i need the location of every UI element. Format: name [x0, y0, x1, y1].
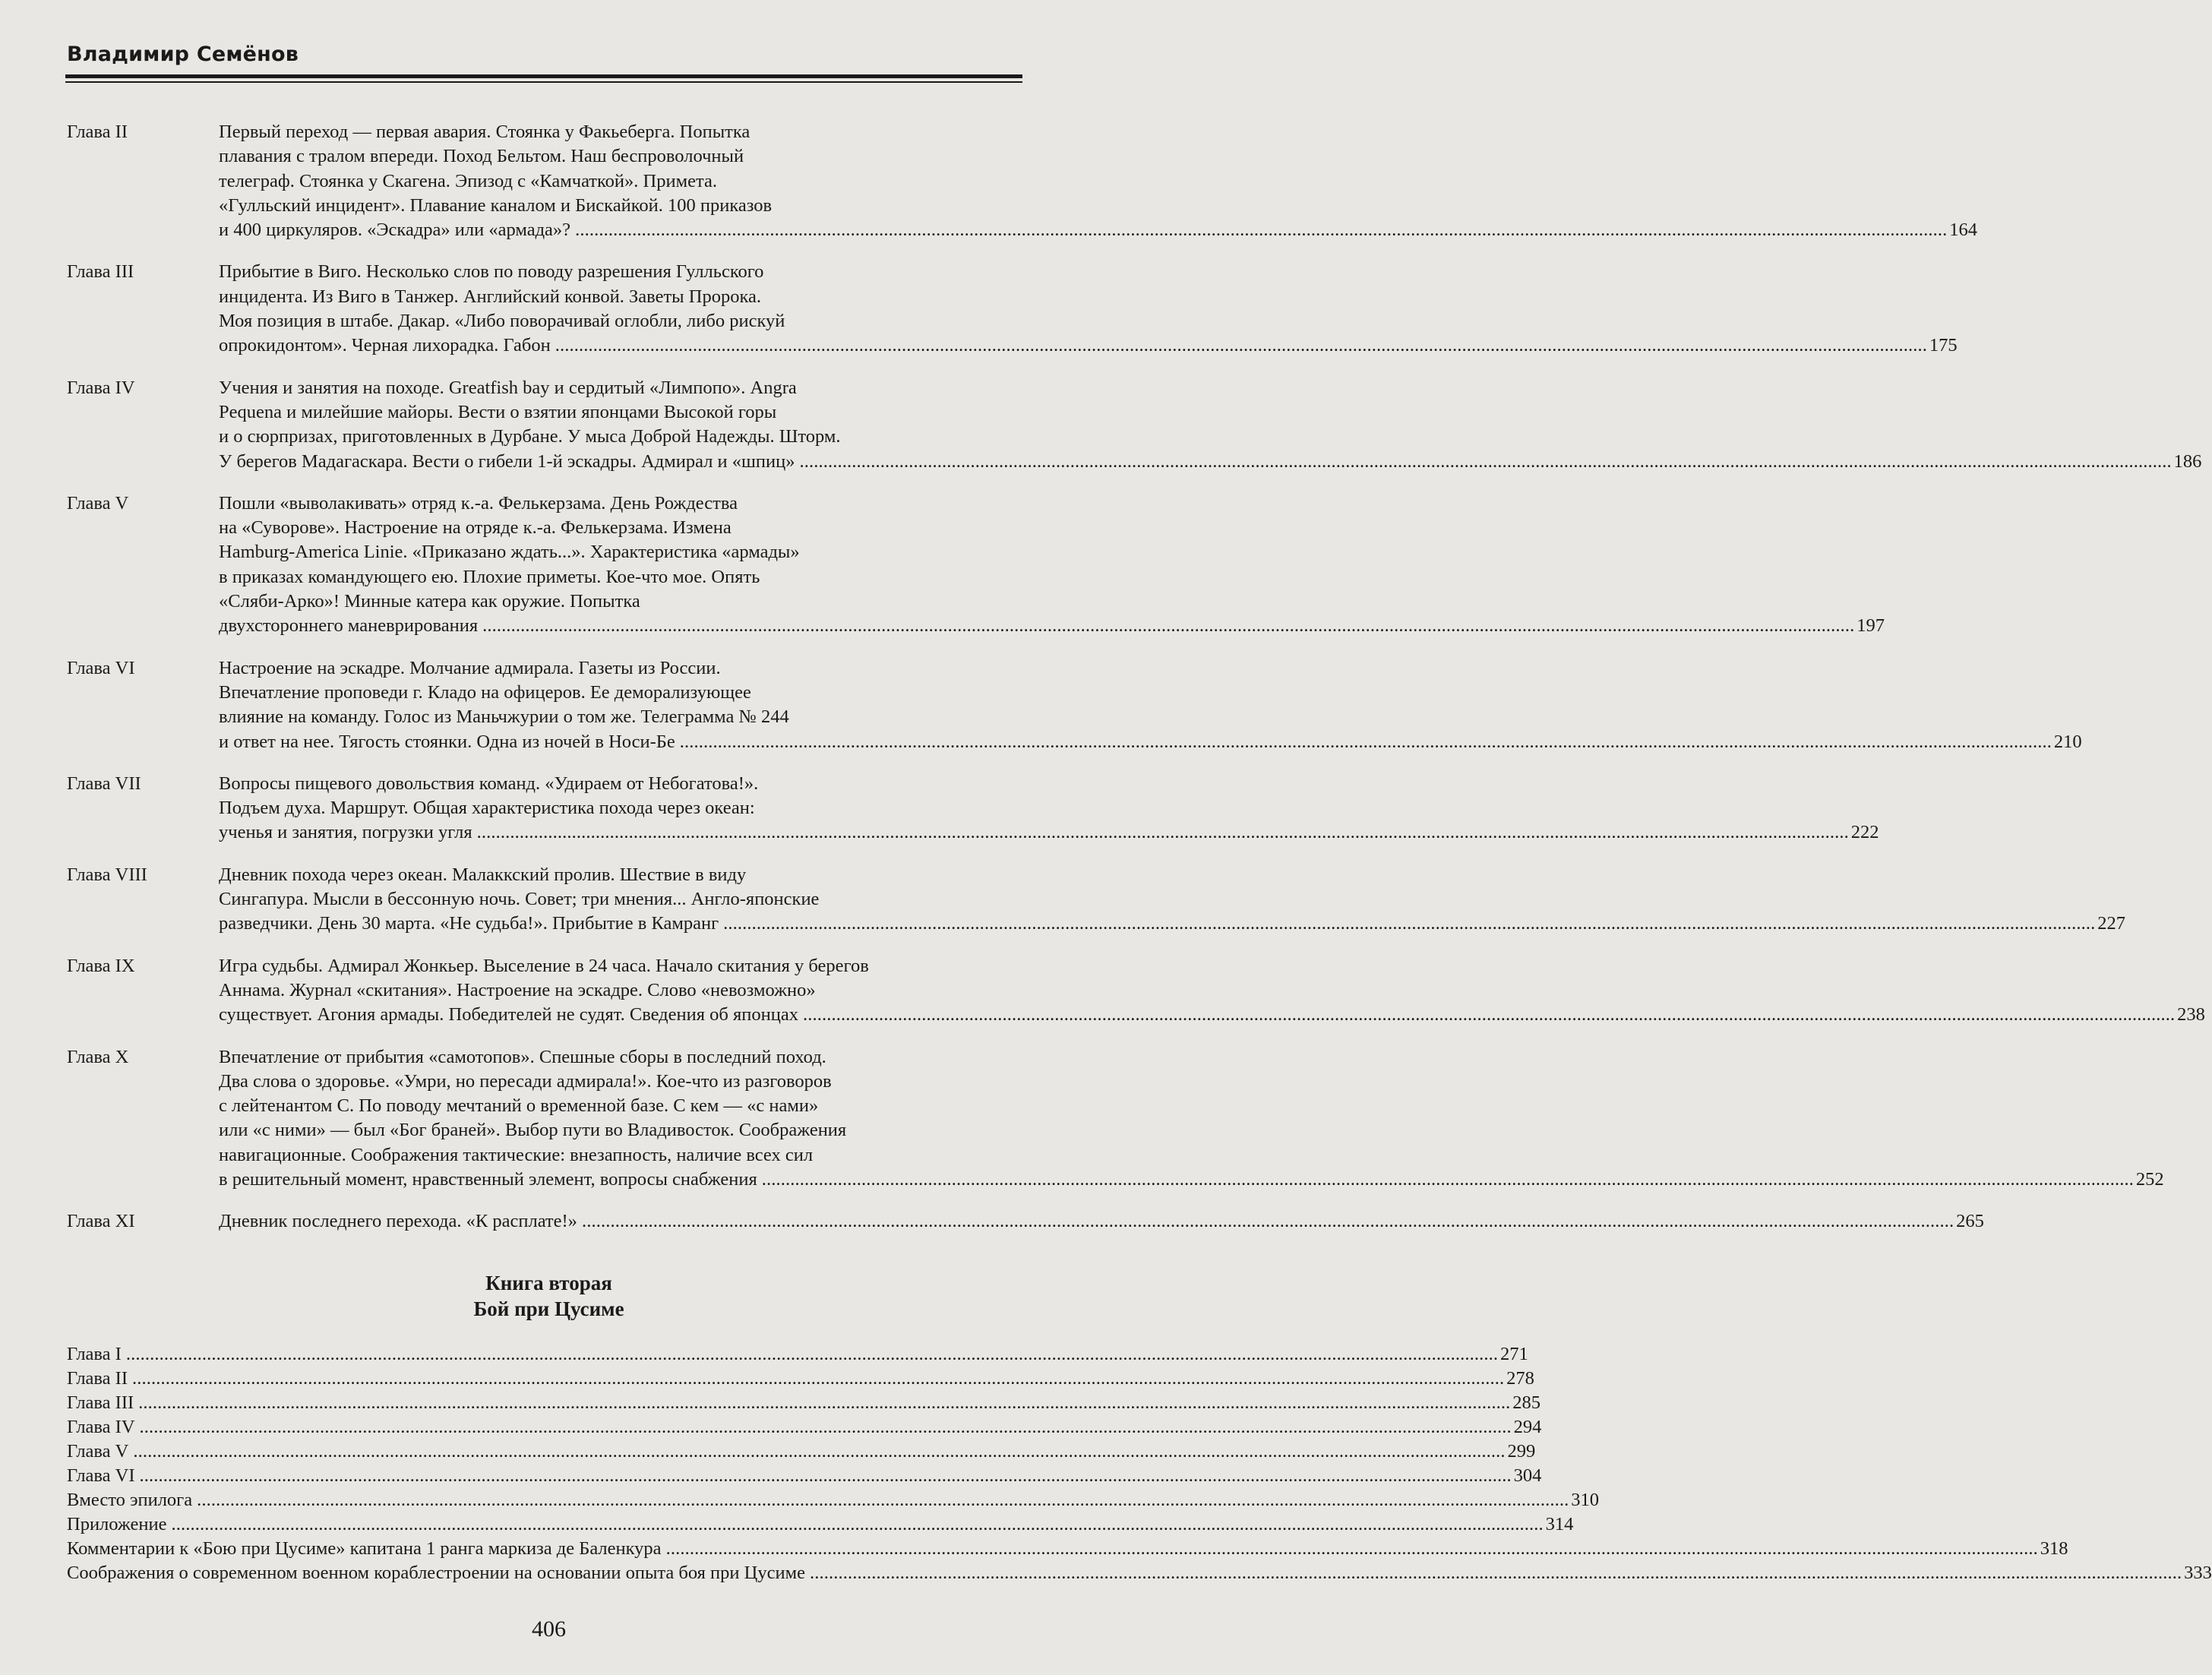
toc-entry — [67, 656, 2082, 754]
toc-entry — [67, 1045, 2164, 1193]
summary-line: влияние на команду. Голос из Маньчжурии о том же. Телеграмма № 244 — [219, 706, 789, 728]
toc-entry — [67, 1537, 2068, 1561]
chapter-summary — [219, 1045, 2164, 1193]
dot-leader — [666, 1537, 2036, 1561]
dot-leader — [172, 1512, 1541, 1537]
dot-leader — [582, 1209, 1951, 1234]
summary-line: Впечатление проповеди г. Кладо на офицеров. Ее деморализующее — [219, 681, 751, 703]
page-reference: 285 — [1512, 1392, 1541, 1413]
dot-leader — [140, 1464, 1509, 1488]
chapter-summary — [219, 376, 2201, 474]
table-of-contents-book-one — [67, 120, 2205, 1252]
toc-entry — [67, 1415, 1542, 1440]
summary-line: или «с ними» — был «Бог браней». Выбор пути во Владивосток. Соображения — [219, 1120, 847, 1141]
chapter-summary — [219, 656, 2082, 754]
chapter-label: Глава II — [67, 122, 128, 142]
summary-line: «Сляби-Арко»! Минные катера как оружие. Попытка — [219, 591, 640, 612]
summary-line: Учения и занятия на походе. Greatfish bay и сердитый «Лимпопо». Angra — [219, 377, 797, 398]
chapter-label: Глава III — [67, 261, 134, 283]
chapter-label: Глава VI — [67, 657, 135, 678]
summary-last-line — [219, 1209, 1984, 1234]
summary-line: Моя позиция в штабе. Дакар. «Либо поворачивай оглобли, либо рискуй — [219, 311, 785, 332]
summary-line: в приказах командующего ею. Плохие приметы. Кое-что мое. Опять — [219, 566, 760, 587]
page-reference: 294 — [1513, 1417, 1542, 1437]
dot-leader — [126, 1342, 1496, 1367]
page-reference: 238 — [2177, 1004, 2205, 1026]
page-number: 406 — [532, 1617, 566, 1642]
summary-last-line — [219, 912, 2125, 936]
dot-leader — [810, 1561, 2179, 1585]
page-reference: 210 — [2053, 731, 2082, 752]
chapter-label: Глава IV — [67, 377, 135, 398]
chapter-label: Глава IX — [67, 955, 135, 976]
summary-line: Hamburg-America Linie. «Приказано ждать...». Характеристика «армады» — [219, 542, 800, 563]
dot-leader — [800, 450, 2169, 474]
toc-entry — [67, 1488, 1599, 1512]
page-reference: 164 — [1949, 220, 1977, 241]
chapter-summary — [219, 772, 1879, 845]
chapter-label: Глава V — [67, 492, 129, 514]
chapter-label: Глава VII — [67, 773, 141, 794]
dot-leader — [762, 1168, 2131, 1192]
summary-line: ученья и занятия, погрузки угля — [219, 822, 472, 843]
summary-line: Игра судьбы. Адмирал Жонкьер. Выселение в 24 часа. Начало скитания у берегов — [219, 955, 869, 976]
summary-last-line — [219, 820, 1879, 845]
chapter-summary — [219, 954, 2205, 1028]
entry-label: Глава III — [67, 1392, 134, 1413]
summary-last-line — [219, 614, 1885, 638]
toc-entry — [67, 1440, 1536, 1464]
chapter-summary — [219, 120, 1977, 242]
summary-line: Впечатление от прибытия «самотопов». Спешные сборы в последний поход. — [219, 1046, 826, 1067]
dot-leader — [575, 218, 1945, 242]
summary-line: Аннама. Журнал «скитания». Настроение на эскадре. Слово «невозможно» — [219, 979, 816, 1000]
entry-label: Глава V — [67, 1441, 129, 1462]
summary-last-line — [219, 333, 1958, 358]
dot-leader — [680, 730, 2049, 754]
entry-label: Глава IV — [67, 1417, 135, 1437]
toc-entry — [67, 260, 1958, 358]
summary-last-line — [219, 730, 2082, 754]
page-reference: 278 — [1506, 1368, 1534, 1389]
summary-line: разведчики. День 30 марта. «Не судьба!». Прибытие в Камранг — [219, 913, 719, 934]
summary-last-line — [219, 1003, 2205, 1027]
page-reference: 265 — [1956, 1211, 1984, 1232]
summary-line: Прибытие в Виго. Несколько слов по поводу разрешения Гулльского — [219, 261, 764, 283]
page-reference: 271 — [1499, 1344, 1528, 1364]
page-reference: 186 — [2173, 450, 2202, 472]
summary-line: Два слова о здоровье. «Умри, но пересади адмирала!». Кое-что из разговоров — [219, 1070, 832, 1092]
summary-line: «Гулльский инцидент». Плавание каналом и Бискайкой. 100 приказов — [219, 194, 773, 216]
dot-leader — [803, 1003, 2172, 1027]
chapter-summary — [219, 491, 1885, 639]
book-two-title-line1: Книга вторая — [485, 1272, 612, 1294]
summary-last-line — [219, 218, 1977, 242]
page-reference: 299 — [1507, 1441, 1536, 1462]
toc-entry — [67, 376, 2202, 474]
entry-label: Вместо эпилога — [67, 1490, 193, 1510]
dot-leader — [197, 1488, 1566, 1512]
page-reference: 318 — [2040, 1538, 2068, 1559]
summary-line: Настроение на эскадре. Молчание адмирала. Газеты из России. — [219, 657, 721, 678]
entry-label: Глава II — [67, 1368, 128, 1389]
toc-entry — [67, 1342, 1528, 1367]
running-head: Владимир Семёнов — [67, 43, 299, 66]
summary-line: Сингапура. Мысли в бессонную ночь. Совет; три мнения... Англо-японские — [219, 889, 820, 910]
summary-line: в решительный момент, нравственный элемент, вопросы снабжения — [219, 1168, 757, 1190]
page-reference: 252 — [2135, 1168, 2164, 1190]
summary-line: на «Суворове». Настроение на отряде к.-а. Фелькерзама. Измена — [219, 517, 732, 539]
dot-leader — [140, 1415, 1509, 1440]
page-reference: 310 — [1571, 1490, 1599, 1510]
summary-line: Дневник похода через океан. Малаккский пролив. Шествие в виду — [219, 864, 747, 885]
book-two-title-line2: Бой при Цусиме — [473, 1297, 624, 1320]
dot-leader — [133, 1440, 1503, 1464]
book-two-heading — [0, 1270, 1098, 1322]
summary-line: Пошли «выволакивать» отряд к.-а. Фелькерзама. День Рождества — [219, 492, 738, 514]
toc-entry — [67, 772, 1879, 845]
header-rule-thin — [65, 81, 1022, 83]
chapter-summary — [219, 863, 2125, 937]
toc-entry — [67, 954, 2205, 1028]
page-reference: 175 — [1929, 335, 1958, 356]
summary-last-line — [219, 450, 2201, 474]
summary-line: Подъем духа. Маршрут. Общая характеристика похода через океан: — [219, 798, 755, 819]
toc-entry — [67, 1464, 1542, 1488]
entry-label: Глава I — [67, 1344, 122, 1364]
dot-leader — [555, 333, 1925, 358]
summary-line: и 400 циркуляров. «Эскадра» или «армада»? — [219, 220, 571, 241]
toc-entry — [67, 491, 1885, 639]
page-reference: 304 — [1513, 1465, 1542, 1486]
summary-line: двухстороннего маневрирования — [219, 615, 479, 637]
summary-last-line — [219, 1168, 2164, 1192]
page-reference: 197 — [1856, 615, 1885, 637]
dot-leader — [132, 1367, 1502, 1391]
toc-entry — [67, 120, 1977, 242]
toc-entry — [67, 1209, 1984, 1234]
summary-line: с лейтенантом С. По поводу мечтаний о временной базе. С кем — «с нами» — [219, 1095, 819, 1117]
summary-line: и ответ на нее. Тягость стоянки. Одна из ночей в Носи-Бе — [219, 731, 675, 752]
dot-leader — [723, 912, 2093, 936]
page-reference: 333 — [2184, 1563, 2212, 1583]
entry-label: Соображения о современном военном кораблестроении на основании опыта боя при Цусиме — [67, 1563, 805, 1583]
summary-line: Вопросы пищевого довольствия команд. «Удираем от Небогатова!». — [219, 773, 759, 794]
summary-line: Первый переход — первая авария. Стоянка у Факьеберга. Попытка — [219, 122, 750, 142]
summary-line: существует. Агония армады. Победителей не судят. Сведения об японцах — [219, 1004, 798, 1026]
summary-line: плавания с тралом впереди. Поход Бельтом. Наш беспроволочный — [219, 146, 744, 167]
toc-entry — [67, 1367, 1534, 1391]
summary-line: навигационные. Соображения тактические: внезапность, наличие всех сил — [219, 1144, 814, 1165]
entry-label: Глава VI — [67, 1465, 135, 1486]
toc-entry — [67, 1391, 1541, 1415]
chapter-label: Глава XI — [67, 1211, 135, 1232]
toc-entry — [67, 863, 2126, 937]
summary-line: инцидента. Из Виго в Танжер. Английский конвой. Заветы Пророка. — [219, 286, 761, 307]
summary-line: Pequena и милейшие майоры. Вести о взятии японцами Высокой горы — [219, 401, 777, 422]
dot-leader — [138, 1391, 1508, 1415]
toc-entry — [67, 1561, 2212, 1585]
chapter-label: Глава X — [67, 1046, 129, 1067]
table-of-contents-book-two — [67, 1342, 2212, 1585]
chapter-label: Глава VIII — [67, 864, 147, 885]
summary-line: опрокидонтом». Черная лихорадка. Габон — [219, 335, 551, 356]
summary-line: и о сюрпризах, приготовленных в Дурбане. У мыса Доброй Надежды. Шторм. — [219, 426, 841, 447]
chapter-summary — [219, 1209, 1984, 1234]
toc-entry — [67, 1512, 1574, 1537]
page-reference: 227 — [2097, 913, 2126, 934]
page-reference: 222 — [1850, 822, 1879, 843]
summary-line: Дневник последнего перехода. «К расплате!» — [219, 1211, 577, 1232]
entry-label: Приложение — [67, 1514, 167, 1534]
chapter-summary — [219, 260, 1958, 358]
header-rule-thick — [65, 74, 1022, 78]
summary-line: У берегов Мадагаскара. Вести о гибели 1-й эскадры. Адмирал и «шпиц» — [219, 450, 795, 472]
dot-leader — [482, 614, 1852, 638]
page-reference: 314 — [1545, 1514, 1574, 1534]
entry-label: Комментарии к «Бою при Цусиме» капитана 1 ранга маркиза де Баленкура — [67, 1538, 662, 1559]
summary-line: телеграф. Стоянка у Скагена. Эпизод с «Камчаткой». Примета. — [219, 170, 717, 191]
dot-leader — [477, 820, 1847, 845]
